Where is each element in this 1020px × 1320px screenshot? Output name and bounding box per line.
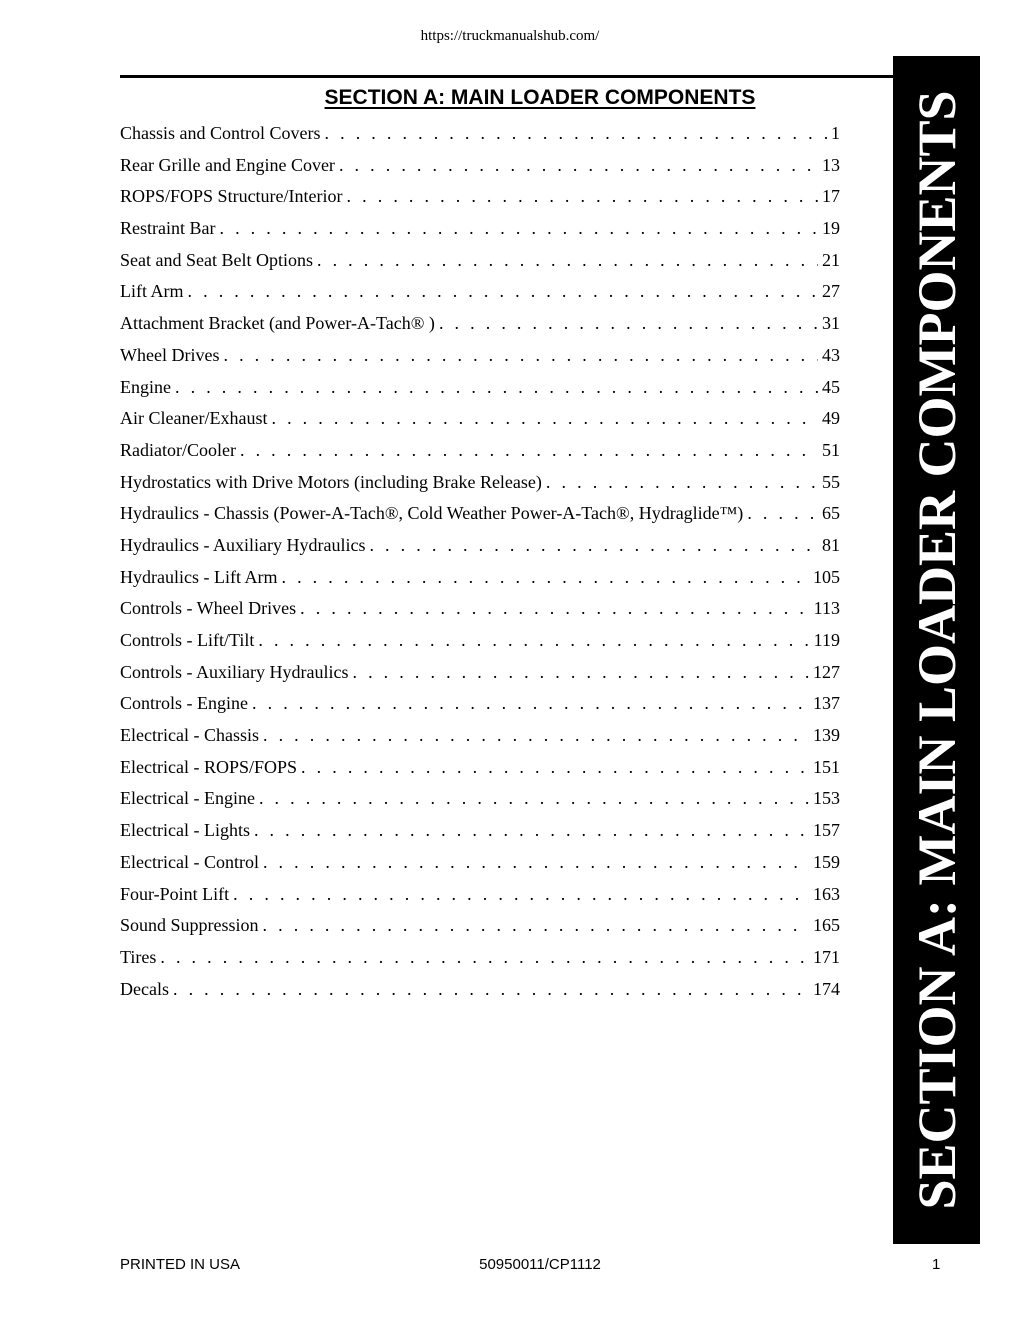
section-tab [893,56,980,1244]
toc-entry-page: 165 [813,915,840,936]
toc-entry-page: 163 [813,883,840,904]
toc-entry-title: Four-Point Lift [120,883,230,904]
toc-leader-dots [747,498,818,530]
toc-leader-dots [263,910,809,942]
toc-leader-dots [240,435,818,467]
toc-entry[interactable] [120,942,840,974]
toc-entry-page: 119 [813,630,840,650]
toc-entry[interactable] [120,403,840,435]
toc-entry-page: 81 [822,534,840,555]
toc-leader-dots [369,530,818,562]
toc-leader-dots [173,974,809,1006]
toc-entry-title: Sound Suppression [120,915,259,936]
toc-entry[interactable] [120,625,840,657]
toc-entry-page: 139 [813,725,840,746]
toc-leader-dots [317,245,818,277]
toc-entry[interactable] [120,340,840,372]
toc-entry-title: Electrical - Lights [120,820,250,841]
toc-leader-dots [325,118,828,150]
toc-entry-title: Hydraulics - Lift Arm [120,566,278,587]
toc-entry[interactable] [120,720,840,752]
toc-entry[interactable] [120,213,840,245]
toc-leader-dots [301,752,809,784]
toc-leader-dots [546,467,818,499]
toc-leader-dots [339,150,818,182]
toc-leader-dots [347,181,818,213]
toc-entry[interactable] [120,752,840,784]
toc-leader-dots [263,720,809,752]
toc-entry-page: 21 [822,249,840,270]
toc-leader-dots [233,879,809,911]
toc-entry-title: Controls - Auxiliary Hydraulics [120,661,349,682]
toc-entry-page: 174 [813,978,840,999]
table-of-contents [120,118,840,1005]
toc-entry-title: Lift Arm [120,281,184,302]
toc-entry[interactable] [120,974,840,1006]
toc-entry-page: 137 [813,693,840,714]
toc-entry-page: 17 [822,186,840,207]
toc-entry-page: 105 [813,566,840,587]
toc-leader-dots [219,213,818,245]
toc-leader-dots [188,276,819,308]
toc-entry-page: 171 [813,946,840,967]
toc-entry-title: Tires [120,946,157,967]
toc-entry-page: 151 [813,756,840,777]
toc-entry[interactable] [120,593,840,625]
toc-entry-title: Attachment Bracket (and Power-A-Tach® ) [120,313,435,334]
toc-entry-title: ROPS/FOPS Structure/Interior [120,186,343,207]
toc-entry-page: 43 [822,344,840,365]
section-title: SECTION A: MAIN LOADER COMPONENTS [324,86,756,109]
toc-entry-title: Seat and Seat Belt Options [120,249,313,270]
toc-entry-title: Electrical - Control [120,851,259,872]
toc-leader-dots [160,942,809,974]
toc-entry[interactable] [120,688,840,720]
toc-entry-title: Electrical - ROPS/FOPS [120,756,298,777]
toc-entry[interactable] [120,245,840,277]
toc-leader-dots [223,340,818,372]
toc-leader-dots [254,815,809,847]
toc-entry-title: Decals [120,978,169,999]
toc-entry-title: Hydraulics - Chassis (Power-A-Tach®, Cold Weather Power-A-Tach®, Hydraglide™) [120,503,744,524]
toc-entry[interactable] [120,562,840,594]
toc-entry-title: Hydrostatics with Drive Motors (including Brake Release) [120,471,542,492]
toc-leader-dots [263,847,809,879]
toc-entry-page: 31 [822,313,840,334]
toc-entry[interactable] [120,467,840,499]
toc-entry[interactable] [120,657,840,689]
toc-entry-page: 113 [813,598,840,619]
toc-entry-page: 49 [822,408,840,429]
toc-leader-dots [271,403,818,435]
toc-entry-title: Controls - Wheel Drives [120,598,297,619]
header-rule [120,75,895,78]
toc-entry-page: 19 [822,218,840,239]
toc-entry-page: 157 [813,820,840,841]
toc-entry[interactable] [120,783,840,815]
toc-leader-dots [252,688,809,720]
toc-entry-title: Electrical - Engine [120,788,255,809]
toc-entry-title: Controls - Lift/Tilt [120,630,255,650]
section-tab-label: SECTION A: MAIN LOADER COMPONENTS [906,90,967,1210]
toc-entry-page: 159 [813,851,840,872]
toc-entry[interactable] [120,150,840,182]
toc-entry[interactable] [120,181,840,213]
toc-entry[interactable] [120,815,840,847]
toc-entry[interactable] [120,435,840,467]
footer-page-number: 1 [932,1256,941,1273]
toc-entry-page: 51 [822,439,840,460]
toc-entry-title: Engine [120,376,171,397]
toc-leader-dots [175,372,818,404]
toc-entry-page: 13 [822,154,840,175]
toc-entry-page: 55 [822,471,840,492]
toc-entry-page: 65 [822,503,840,524]
toc-entry[interactable] [120,118,840,150]
toc-entry-title: Controls - Engine [120,693,248,714]
source-url[interactable]: https://truckmanualshub.com/ [420,28,600,44]
toc-entry-title: Hydraulics - Auxiliary Hydraulics [120,534,366,555]
toc-leader-dots [300,593,810,625]
toc-entry-title: Air Cleaner/Exhaust [120,408,268,429]
toc-entry-page: 45 [822,376,840,397]
toc-entry-page: 1 [831,123,840,143]
toc-entry[interactable] [120,308,840,340]
toc-entry[interactable] [120,879,840,911]
toc-leader-dots [259,783,809,815]
toc-leader-dots [439,308,818,340]
toc-entry-title: Chassis and Control Covers [120,123,321,143]
toc-entry-title: Rear Grille and Engine Cover [120,154,335,175]
footer-printed: PRINTED IN USA [120,1256,241,1273]
toc-entry-title: Wheel Drives [120,344,220,365]
toc-entry-page: 127 [813,661,840,682]
toc-entry-title: Radiator/Cooler [120,439,236,460]
toc-entry-page: 27 [822,281,840,302]
toc-entry[interactable] [120,372,840,404]
toc-entry-title: Restraint Bar [120,218,216,239]
toc-entry[interactable] [120,276,840,308]
toc-leader-dots [352,657,809,689]
toc-leader-dots [281,562,809,594]
toc-entry[interactable] [120,530,840,562]
toc-entry[interactable] [120,847,840,879]
toc-entry[interactable] [120,910,840,942]
toc-leader-dots [258,625,809,657]
toc-entry-title: Electrical - Chassis [120,725,259,746]
footer-part-number: 50950011/CP1112 [479,1256,601,1273]
toc-entry[interactable] [120,498,840,530]
toc-entry-page: 153 [813,788,840,809]
